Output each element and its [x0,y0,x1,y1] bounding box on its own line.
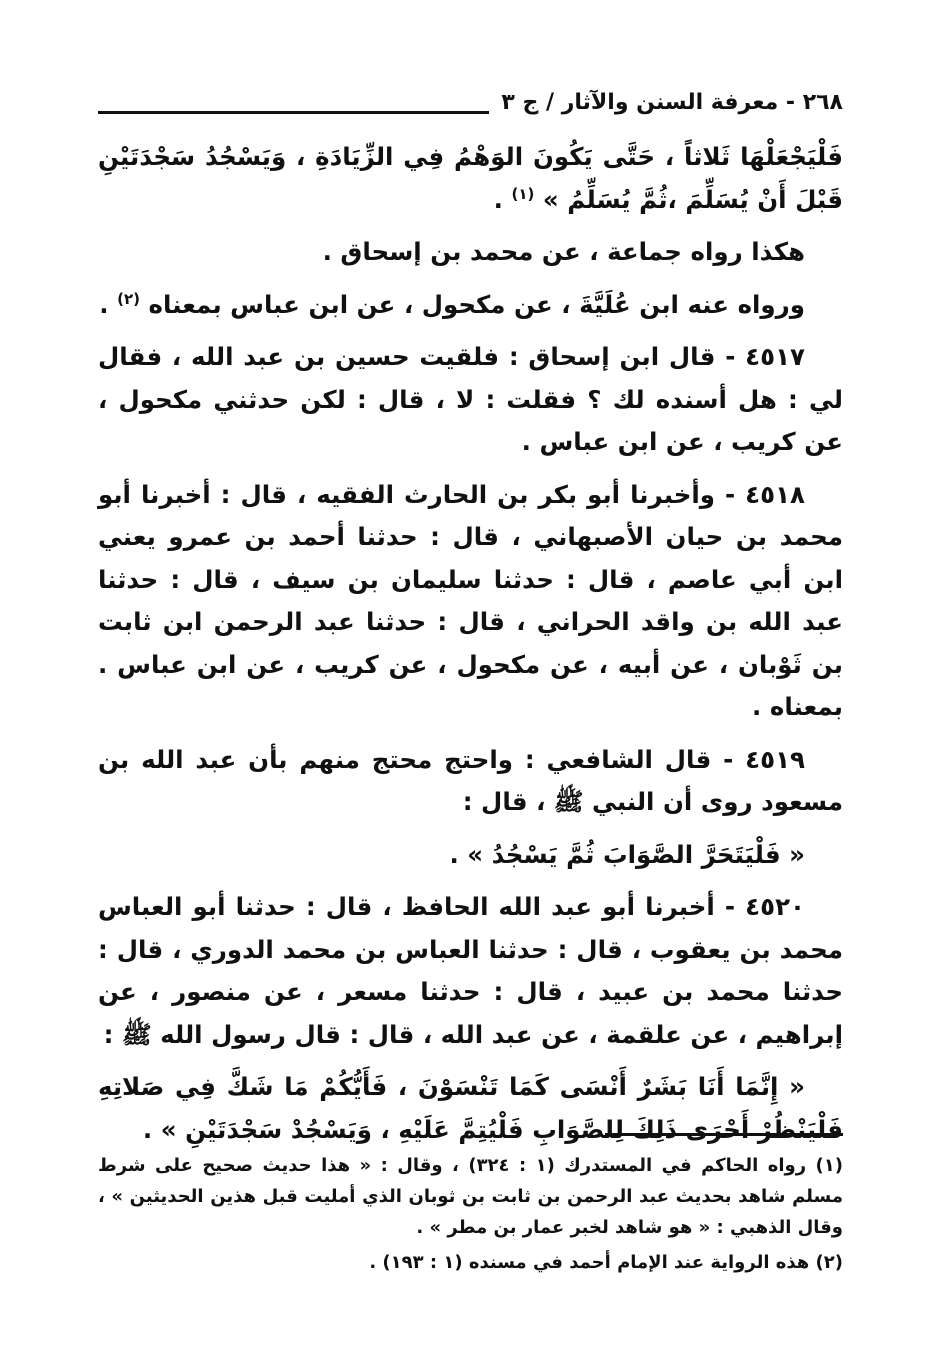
paragraph-text: ٤٥١٩ - قال الشافعي : واحتج محتج منهم بأن عبد الله بن مسعود روى أن النبي ﷺ ، قال : [98,744,843,816]
paragraph-text: ٤٥٢٠ - أخبرنا أبو عبد الله الحافظ ، قال : حدثنا أبو العباس محمد بن يعقوب ، قال : حدثنا العباس بن محمد الدوري ، قال : حدثنا محمد بن عبيد ، قال : حدثنا مسعر ، عن منصور ، عن إبراهيم ، عن علقمة ، عن عبد الله ، قال : قال رسول الله ﷺ : [98,892,843,1049]
paragraph-text: ٤٥١٧ - قال ابن إسحاق : فلقيت حسين بن عبد الله ، فقال لي : هل أسنده لك ؟ فقلت : لا ، قال : لكن حدثني مكحول ، عن كريب ، عن ابن عباس . [98,342,843,456]
footnote-ref: (٢) [117,289,140,308]
footnote-separator [605,1133,843,1136]
paragraph-hadith-end [98,136,843,221]
paragraph-narration [98,284,843,327]
paragraph-text: ٤٥١٨ - وأخبرنا أبو بكر بن الحارث الفقيه ، قال : أخبرنا أبو محمد بن حيان الأصبهاني ، قال : حدثنا أحمد بن عمرو يعني ابن أبي عاصم ، قال : حدثنا سليمان بن سيف ، قال : حدثنا عبد الله بن واقد الحراني ، قال : حدثنا عبد الرحمن ابن ثابت بن ثَوْبان ، عن أبيه ، عن مكحول ، عن كريب ، عن ابن عباس . بمعناه . [98,479,843,721]
paragraph-4519 [98,739,843,824]
footnote-1: (١) رواه الحاكم في المستدرك (١ : ٣٢٤) ، وقال : « هذا حديث صحيح على شرط مسلم شاهد بحديث عبد الرحمن بن ثابت بن ثوبان الذي أمليت قبل هذين الحديثين » ، وقال الذهبي : « هو شاهد لخبر عمار بن مطر » . [98,1155,843,1238]
paragraph-quote [98,1066,843,1151]
paragraph-text: ورواه عنه ابن عُلَيَّةَ ، عن مكحول ، عن ابن عباس بمعناه [148,289,805,319]
paragraph-4518 [98,474,843,729]
paragraph-end: . [493,184,512,214]
main-text [98,136,843,1161]
paragraph-narration [98,231,843,274]
header-title: ٢٦٨ - معرفة السنن والآثار / ج ٣ [501,90,843,115]
footnote-ref: (١) [511,184,535,203]
paragraph-text: هكذا رواه جماعة ، عن محمد بن إسحاق . [322,237,805,266]
running-header [98,80,843,118]
footnote-2: (٢) هذه الرواية عند الإمام أحمد في مسنده (١ : ١٩٣) . [369,1252,843,1273]
footnotes [98,1150,843,1282]
paragraph-quote [98,834,843,877]
paragraph-text: « إِنَّمَا أَنَا بَشَرٌ أَنْسَى كَمَا تَنْسَوْنَ ، فَأَيُّكُمْ مَا شَكَّ فِي صَلاتِهِ فَلْيَنْظُرْ أَحْرَى ذَلِكَ لِلصَّوَابِ فَلْيُتِمَّ عَلَيْهِ ، وَيَسْجُدْ سَجْدَتَيْنِ » . [98,1072,843,1144]
paragraph-text: فَلْيَجْعَلْهَا ثَلاثاً ، حَتَّى يَكُونَ الوَهْمُ فِي الزِّيَادَةِ ، وَيَسْجُدُ سَجْدَتَيْنِ قَبْلَ أَنْ يُسَلِّمَ ،ثُمَّ يُسَلِّمُ » [98,142,843,214]
paragraph-4520 [98,886,843,1056]
paragraph-end: . [99,289,118,319]
header-rule [98,111,489,114]
paragraph-text: « فَلْيَتَحَرَّ الصَّوَابَ ثُمَّ يَسْجُدُ » . [449,839,805,869]
paragraph-4517 [98,336,843,464]
